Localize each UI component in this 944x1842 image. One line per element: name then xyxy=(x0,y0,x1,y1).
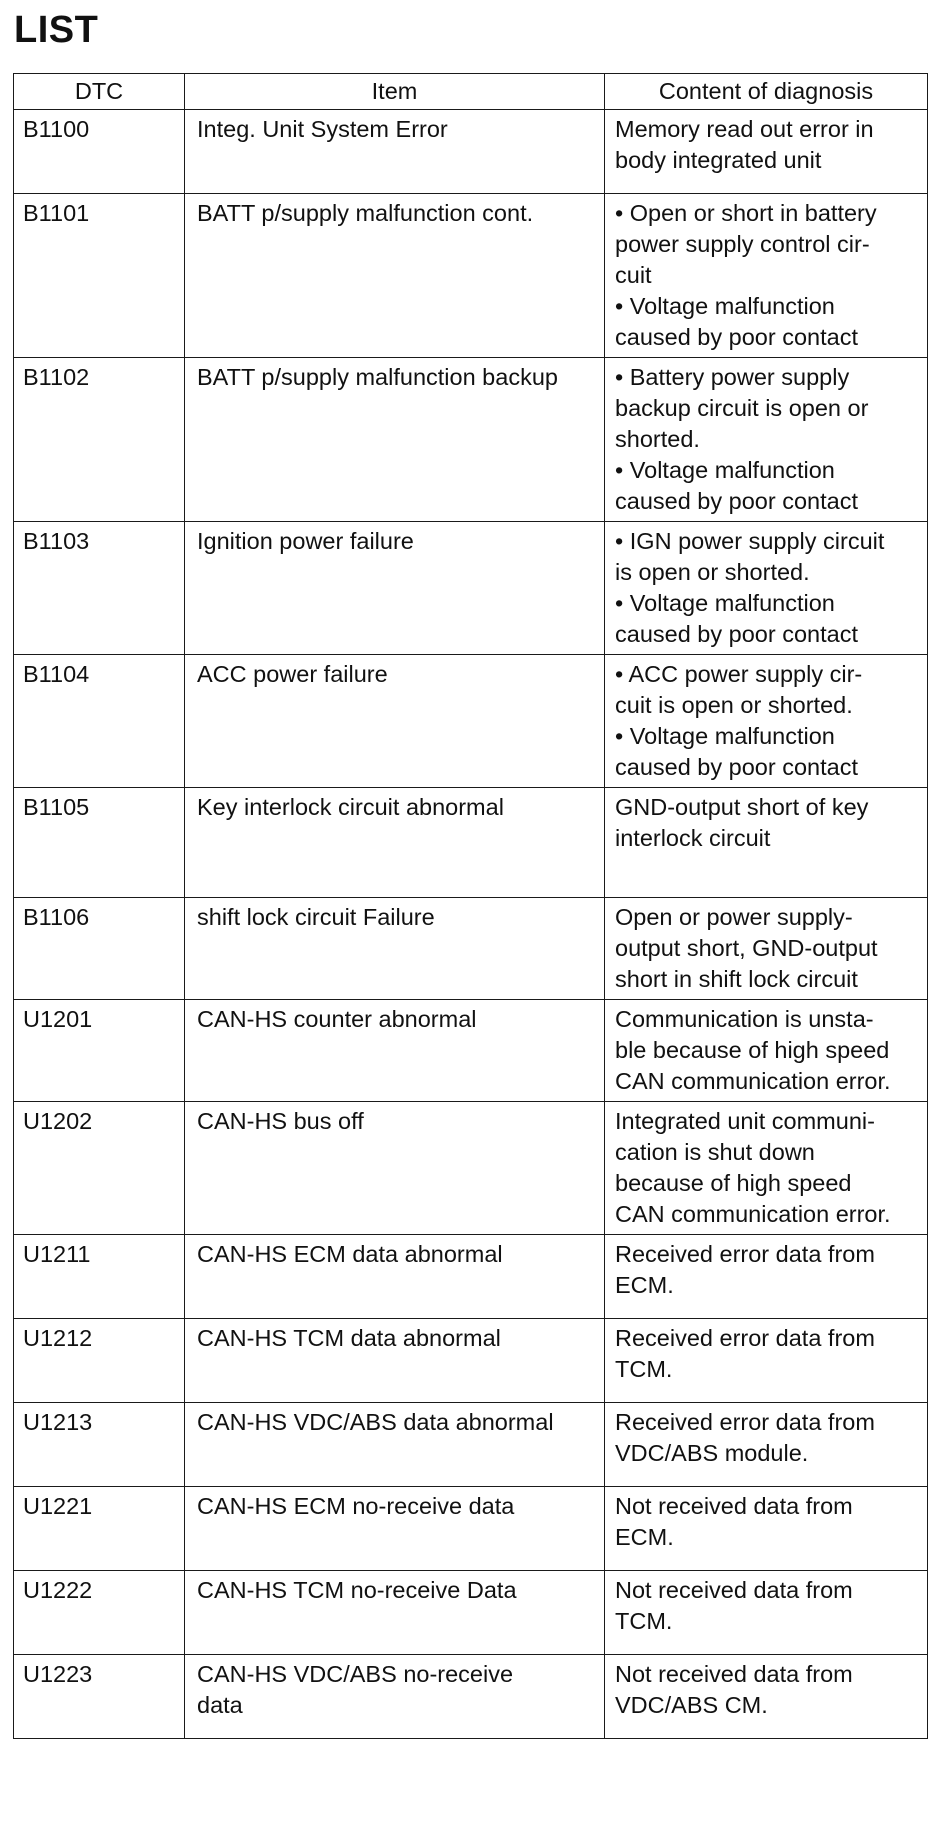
dtc-item: CAN-HS ECM data abnormal xyxy=(185,1235,605,1319)
diagnosis-line: CAN communication error. xyxy=(615,1068,891,1094)
dtc-item: CAN-HS counter abnormal xyxy=(185,1000,605,1102)
dtc-code: B1102 xyxy=(14,358,185,522)
dtc-diagnosis xyxy=(605,1102,928,1235)
page-title: LIST xyxy=(14,9,99,51)
dtc-diagnosis xyxy=(605,1000,928,1102)
dtc-item: Integ. Unit System Error xyxy=(185,110,605,194)
diagnosis-line: is open or shorted. xyxy=(615,559,810,585)
diagnosis-line: Integrated unit communi- xyxy=(615,1108,875,1134)
diagnosis-line: TCM. xyxy=(615,1356,673,1382)
diagnosis-line: cuit xyxy=(615,262,652,288)
diagnosis-line: • ACC power supply cir- xyxy=(615,661,863,687)
dtc-table xyxy=(13,73,928,1739)
dtc-code: U1212 xyxy=(14,1319,185,1403)
dtc-item: BATT p/supply malfunction backup xyxy=(185,358,605,522)
dtc-item: Ignition power failure xyxy=(185,522,605,655)
table-row xyxy=(14,1571,928,1655)
dtc-code: U1202 xyxy=(14,1102,185,1235)
table-row xyxy=(14,1655,928,1739)
dtc-diagnosis xyxy=(605,358,928,522)
dtc-item: CAN-HS TCM data abnormal xyxy=(185,1319,605,1403)
diagnosis-line: VDC/ABS module. xyxy=(615,1440,809,1466)
dtc-diagnosis xyxy=(605,1403,928,1487)
dtc-code: U1223 xyxy=(14,1655,185,1739)
table-row xyxy=(14,898,928,1000)
dtc-diagnosis xyxy=(605,1235,928,1319)
table-row xyxy=(14,1403,928,1487)
diagnosis-line: output short, GND-output xyxy=(615,935,878,961)
dtc-diagnosis xyxy=(605,1319,928,1403)
header-row xyxy=(14,74,928,110)
table-row xyxy=(14,1102,928,1235)
diagnosis-line: caused by poor contact xyxy=(615,754,858,780)
dtc-code: B1106 xyxy=(14,898,185,1000)
dtc-code: B1100 xyxy=(14,110,185,194)
dtc-diagnosis xyxy=(605,522,928,655)
dtc-code: B1104 xyxy=(14,655,185,788)
diagnosis-line: body integrated unit xyxy=(615,147,822,173)
table-row xyxy=(14,358,928,522)
table-body xyxy=(14,110,928,1739)
diagnosis-line: shorted. xyxy=(615,426,700,452)
table-row xyxy=(14,1235,928,1319)
diagnosis-line: • Voltage malfunction xyxy=(615,457,835,483)
diagnosis-line: Communication is unsta- xyxy=(615,1006,874,1032)
table-row xyxy=(14,1000,928,1102)
diagnosis-line: caused by poor contact xyxy=(615,621,858,647)
table-row xyxy=(14,1487,928,1571)
dtc-item: shift lock circuit Failure xyxy=(185,898,605,1000)
dtc-diagnosis xyxy=(605,1571,928,1655)
diagnosis-line: Not received data from xyxy=(615,1661,853,1687)
dtc-diagnosis xyxy=(605,1655,928,1739)
diagnosis-line: • Voltage malfunction xyxy=(615,293,835,319)
dtc-diagnosis xyxy=(605,898,928,1000)
diagnosis-line: short in shift lock circuit xyxy=(615,966,858,992)
dtc-code: B1103 xyxy=(14,522,185,655)
diagnosis-line: ECM. xyxy=(615,1524,674,1550)
dtc-item: ACC power failure xyxy=(185,655,605,788)
diagnosis-line: Not received data from xyxy=(615,1577,853,1603)
dtc-diagnosis xyxy=(605,1487,928,1571)
dtc-code: U1201 xyxy=(14,1000,185,1102)
dtc-code: U1213 xyxy=(14,1403,185,1487)
diagnosis-line: • Voltage malfunction xyxy=(615,590,835,616)
diagnosis-line: because of high speed xyxy=(615,1170,852,1196)
diagnosis-line: • Battery power supply xyxy=(615,364,850,390)
diagnosis-line: ECM. xyxy=(615,1272,674,1298)
diagnosis-line: • Voltage malfunction xyxy=(615,723,835,749)
table-row xyxy=(14,522,928,655)
diagnosis-line: interlock circuit xyxy=(615,825,771,851)
diagnosis-line: caused by poor contact xyxy=(615,324,858,350)
diagnosis-line: Received error data from xyxy=(615,1241,875,1267)
dtc-item: BATT p/supply malfunction cont. xyxy=(185,194,605,358)
dtc-item: CAN-HS VDC/ABS data abnormal xyxy=(185,1403,605,1487)
dtc-item: CAN-HS ECM no-receive data xyxy=(185,1487,605,1571)
table-row xyxy=(14,110,928,194)
diagnosis-line: • IGN power supply circuit xyxy=(615,528,885,554)
dtc-diagnosis xyxy=(605,194,928,358)
column-header-dtc: DTC xyxy=(14,74,185,110)
diagnosis-line: cation is shut down xyxy=(615,1139,815,1165)
diagnosis-line: CAN communication error. xyxy=(615,1201,891,1227)
diagnosis-line: power supply control cir- xyxy=(615,231,870,257)
table-row xyxy=(14,1319,928,1403)
diagnosis-line: Memory read out error in xyxy=(615,116,874,142)
diagnosis-line: cuit is open or shorted. xyxy=(615,692,853,718)
table-row xyxy=(14,788,928,898)
dtc-code: U1221 xyxy=(14,1487,185,1571)
diagnosis-line: Received error data from xyxy=(615,1409,875,1435)
table-row xyxy=(14,655,928,788)
diagnosis-line: backup circuit is open or xyxy=(615,395,869,421)
diagnosis-line: Received error data from xyxy=(615,1325,875,1351)
diagnosis-line: Open or power supply- xyxy=(615,904,853,930)
diagnosis-line: GND-output short of key xyxy=(615,794,869,820)
dtc-item: CAN-HS VDC/ABS no-receive data xyxy=(185,1655,605,1739)
table-row xyxy=(14,194,928,358)
dtc-item: Key interlock circuit abnormal xyxy=(185,788,605,898)
column-header-item: Item xyxy=(185,74,605,110)
dtc-code: B1101 xyxy=(14,194,185,358)
diagnosis-line: Not received data from xyxy=(615,1493,853,1519)
column-header-content: Content of diagnosis xyxy=(605,74,928,110)
dtc-code: U1222 xyxy=(14,1571,185,1655)
dtc-diagnosis xyxy=(605,110,928,194)
dtc-item: CAN-HS bus off xyxy=(185,1102,605,1235)
diagnosis-line: ble because of high speed xyxy=(615,1037,890,1063)
diagnosis-line: • Open or short in battery xyxy=(615,200,877,226)
diagnosis-line: TCM. xyxy=(615,1608,673,1634)
diagnosis-line: caused by poor contact xyxy=(615,488,858,514)
dtc-code: U1211 xyxy=(14,1235,185,1319)
dtc-code: B1105 xyxy=(14,788,185,898)
dtc-diagnosis xyxy=(605,655,928,788)
dtc-diagnosis xyxy=(605,788,928,898)
diagnosis-line: VDC/ABS CM. xyxy=(615,1692,768,1718)
dtc-item: CAN-HS TCM no-receive Data xyxy=(185,1571,605,1655)
